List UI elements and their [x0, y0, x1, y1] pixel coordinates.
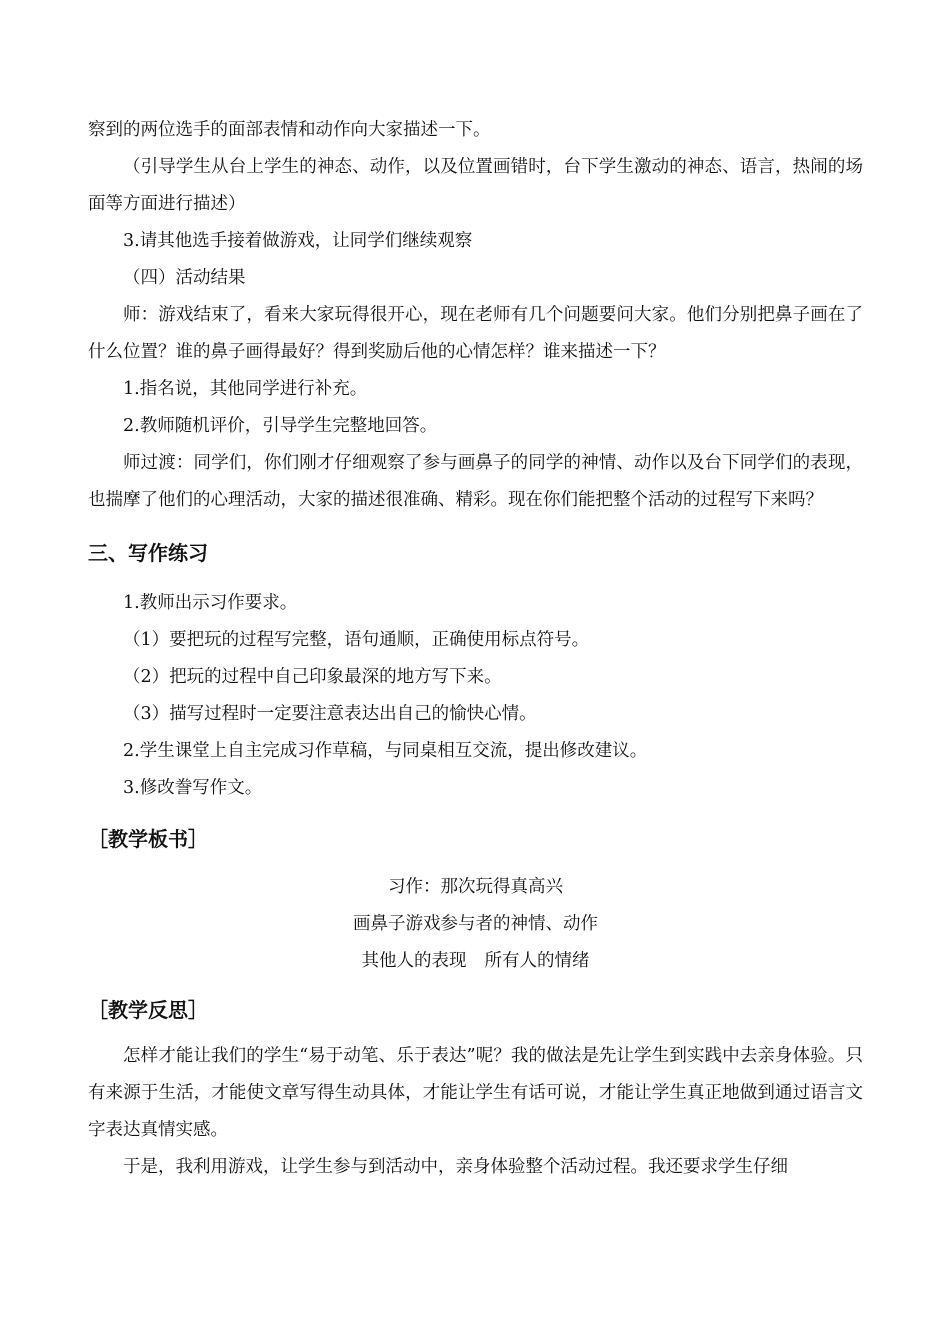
requirement-item: （2）把玩的过程中自己印象最深的地方写下来。: [123, 667, 502, 687]
requirement-item: （1）要把玩的过程写完整，语句通顺，正确使用标点符号。: [123, 630, 590, 650]
paragraph: 师：游戏结束了，看来大家玩得很开心，现在老师有几个问题要问大家。他们分别把鼻子画在了什么位置？谁的鼻子画得最好？得到奖励后他的心情怎样？谁来描述一下？: [88, 305, 863, 362]
board-line-part: 其他人的表现: [361, 951, 467, 971]
paragraph: 怎样才能让我们的学生“易于动笔、乐于表达”呢？我的做法是先让学生到实践中去亲身体验。只有来源于生活，才能使文章写得生动具体，才能让学生有话可说，才能让学生真正地做到通过语言文字表达真情实感。: [88, 1046, 863, 1140]
paragraph: 1.指名说，其他同学进行补充。: [123, 379, 368, 399]
board-line: 画鼻子游戏参与者的神情、动作: [353, 914, 598, 934]
board-line-part: 所有人的情绪: [484, 951, 590, 971]
list-item: 3.修改誊写作文。: [123, 778, 263, 798]
paragraph: 2.教师随机评价，引导学生完整地回答。: [123, 416, 438, 436]
section-heading-reflection: ［教学反思］: [88, 998, 208, 1022]
paragraph: 察到的两位选手的面部表情和动作向大家描述一下。: [88, 120, 491, 140]
requirement-item: （3）描写过程时一定要注意表达出自己的愉快心情。: [123, 704, 537, 724]
board-line: 习作：那次玩得真高兴: [388, 877, 563, 897]
list-item: 1.教师出示习作要求。: [123, 593, 298, 613]
section-heading-board: ［教学板书］: [88, 827, 208, 851]
paragraph: 师过渡：同学们，你们刚才仔细观察了参与画鼻子的同学的神情、动作以及台下同学们的表现，也揣摩了他们的心理活动，大家的描述很准确、精彩。现在你们能把整个活动的过程写下来吗？: [88, 453, 863, 510]
document-page: [88, 112, 863, 1186]
paragraph: （引导学生从台上学生的神态、动作，以及位置画错时，台下学生激动的神态、语言，热闹的场面等方面进行描述）: [88, 157, 863, 214]
paragraph: 3.请其他选手接着做游戏，让同学们继续观察: [123, 231, 473, 251]
board-line: [88, 943, 863, 980]
paragraph: 于是，我利用游戏，让学生参与到活动中，亲身体验整个活动过程。我还要求学生仔细: [123, 1157, 788, 1177]
list-item: 2.学生课堂上自主完成习作草稿，与同桌相互交流，提出修改建议。: [123, 741, 648, 761]
board-content: [88, 869, 863, 980]
subsection-title: （四）活动结果: [123, 268, 246, 288]
section-heading-writing-practice: 三、写作练习: [88, 541, 208, 565]
